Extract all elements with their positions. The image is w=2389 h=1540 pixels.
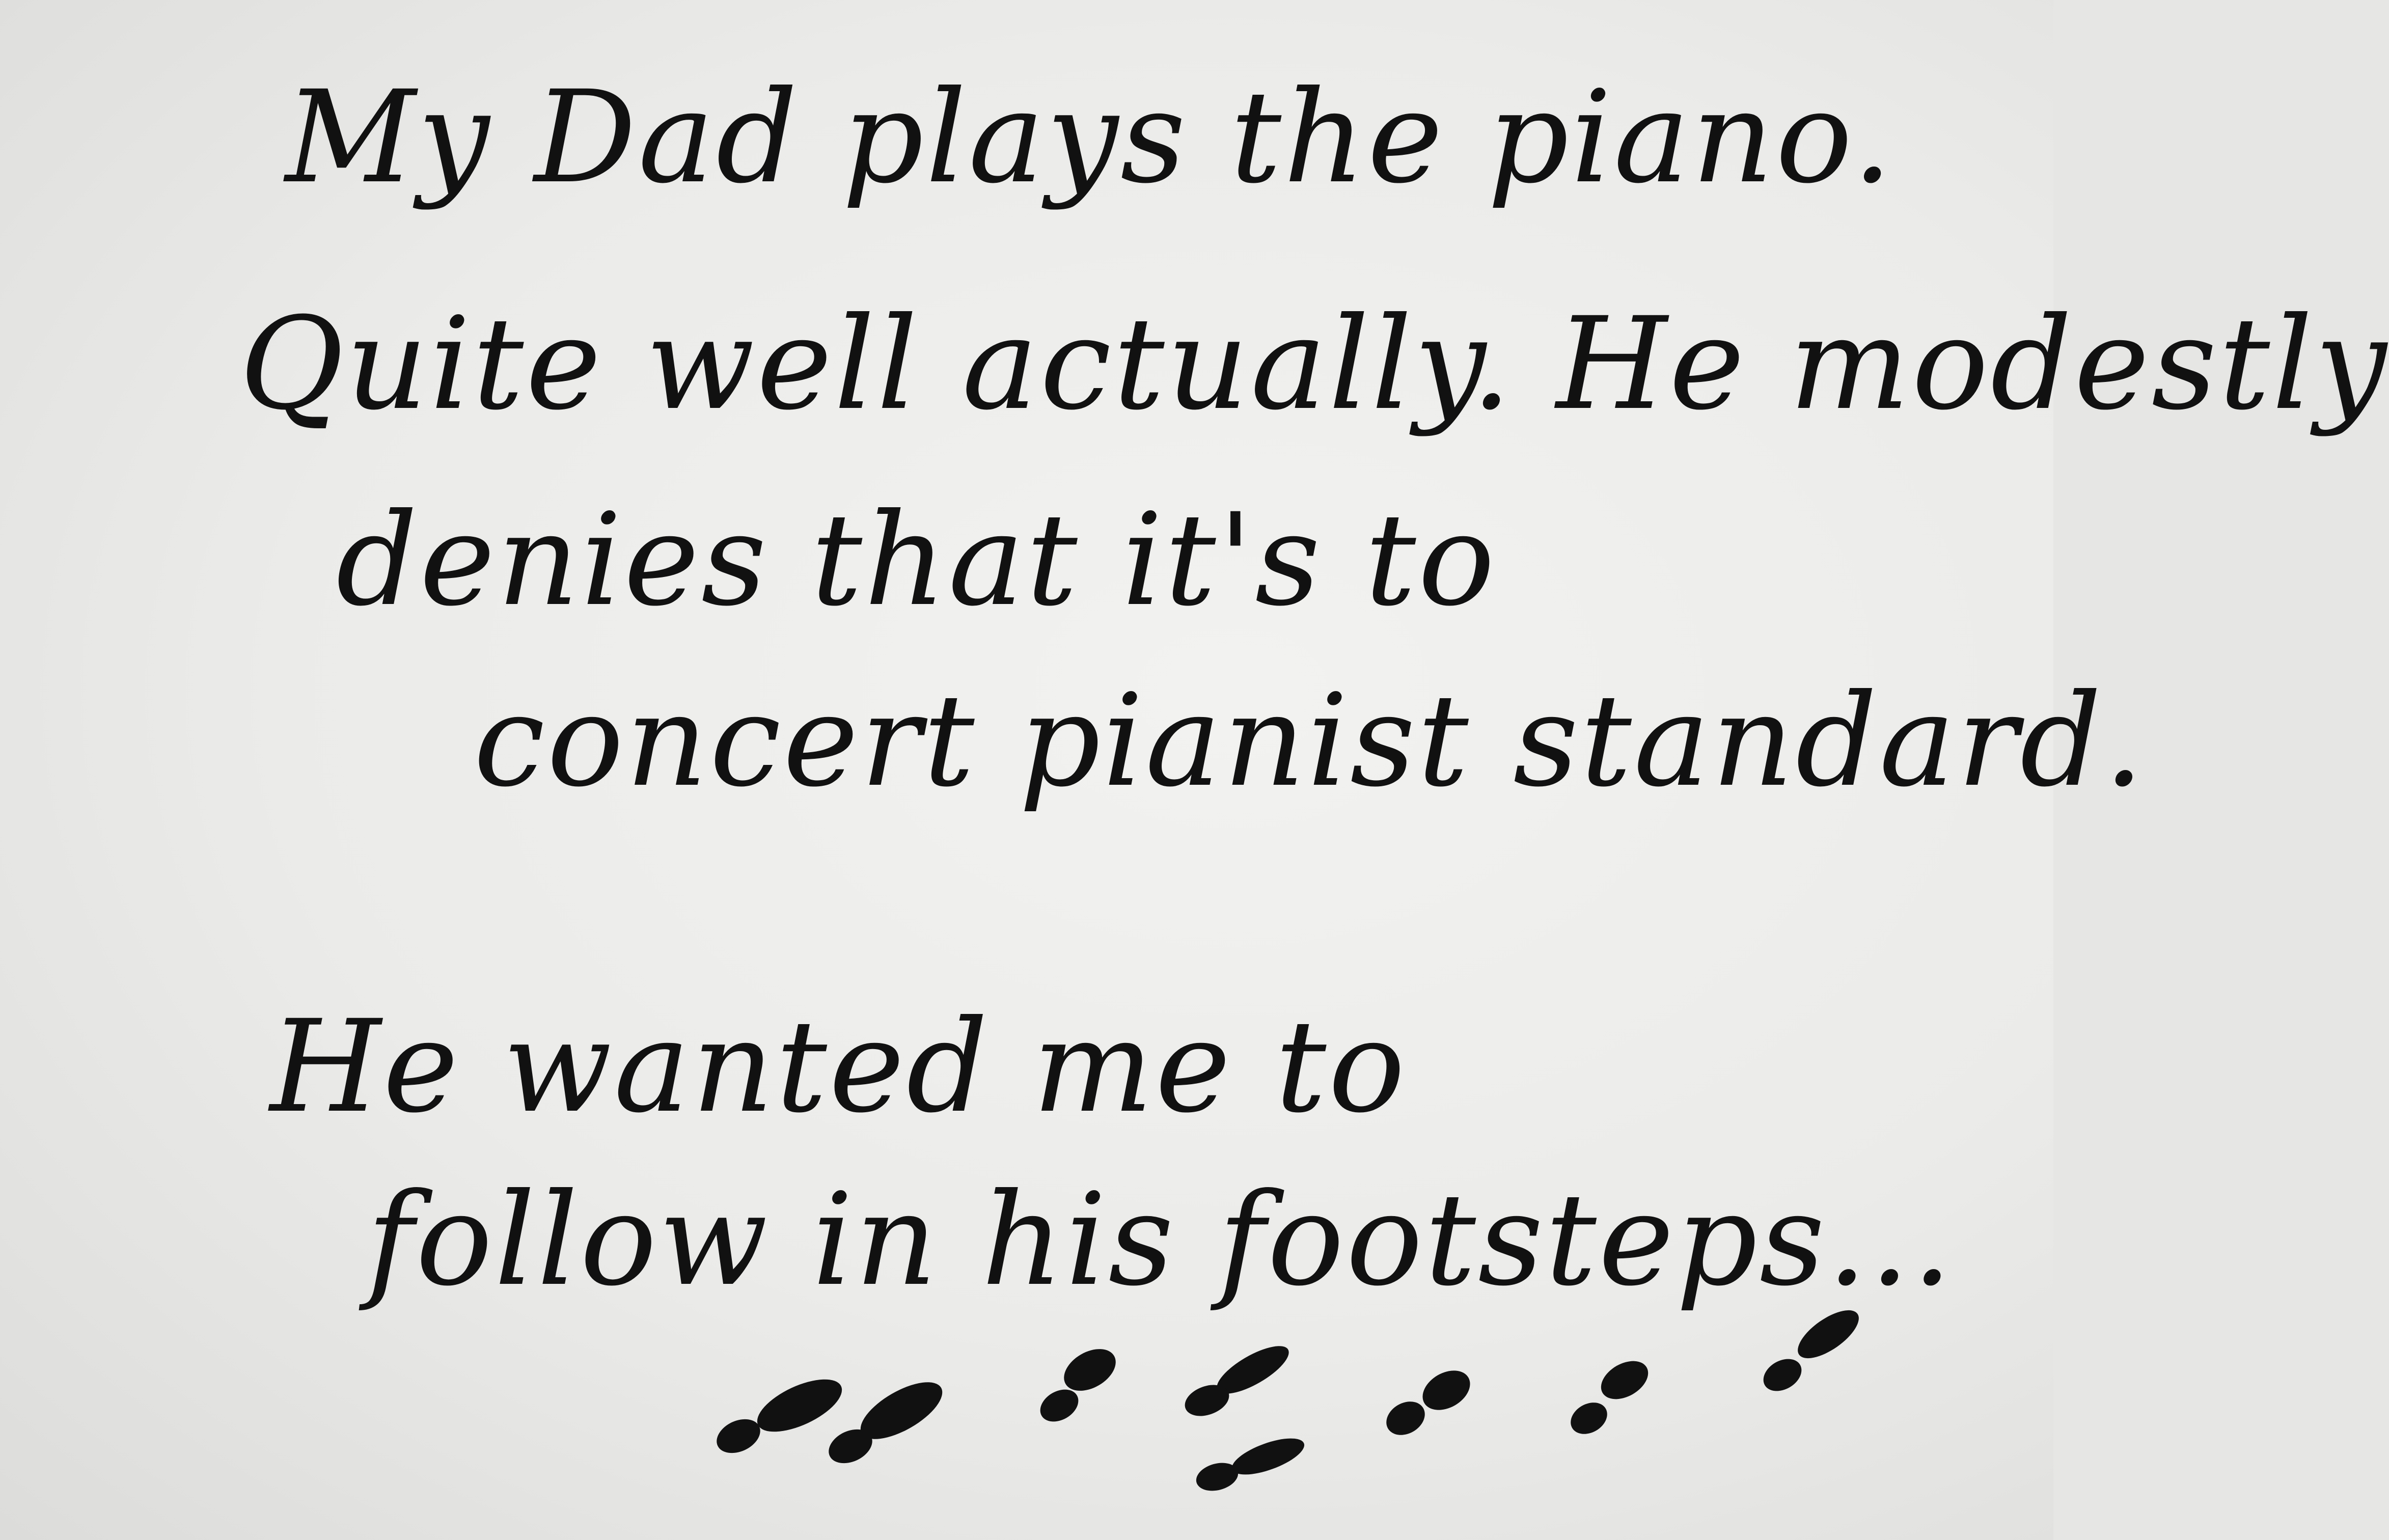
note-line-2: Quite well actually. He modestly bbox=[239, 290, 2389, 438]
note-line-1: My Dad plays the piano. bbox=[285, 63, 1895, 211]
footprint-icon bbox=[1380, 1363, 1477, 1442]
footprint-icon bbox=[1565, 1353, 1655, 1440]
footprints-drawing bbox=[688, 1304, 1910, 1518]
footprint-icon bbox=[823, 1371, 951, 1470]
footprint-icon bbox=[711, 1369, 849, 1460]
note-line-5: He wanted me to bbox=[270, 993, 1407, 1141]
footprint-icon bbox=[1758, 1301, 1866, 1397]
footprint-icon bbox=[1193, 1431, 1309, 1495]
note-line-6: follow in his footsteps... bbox=[367, 1166, 1955, 1314]
footprint-icon bbox=[1180, 1337, 1295, 1422]
note-line-4: concert pianist standard. bbox=[474, 667, 2147, 815]
footprint-icon bbox=[1034, 1340, 1123, 1428]
note-line-3: denies that it's to bbox=[336, 486, 1497, 634]
